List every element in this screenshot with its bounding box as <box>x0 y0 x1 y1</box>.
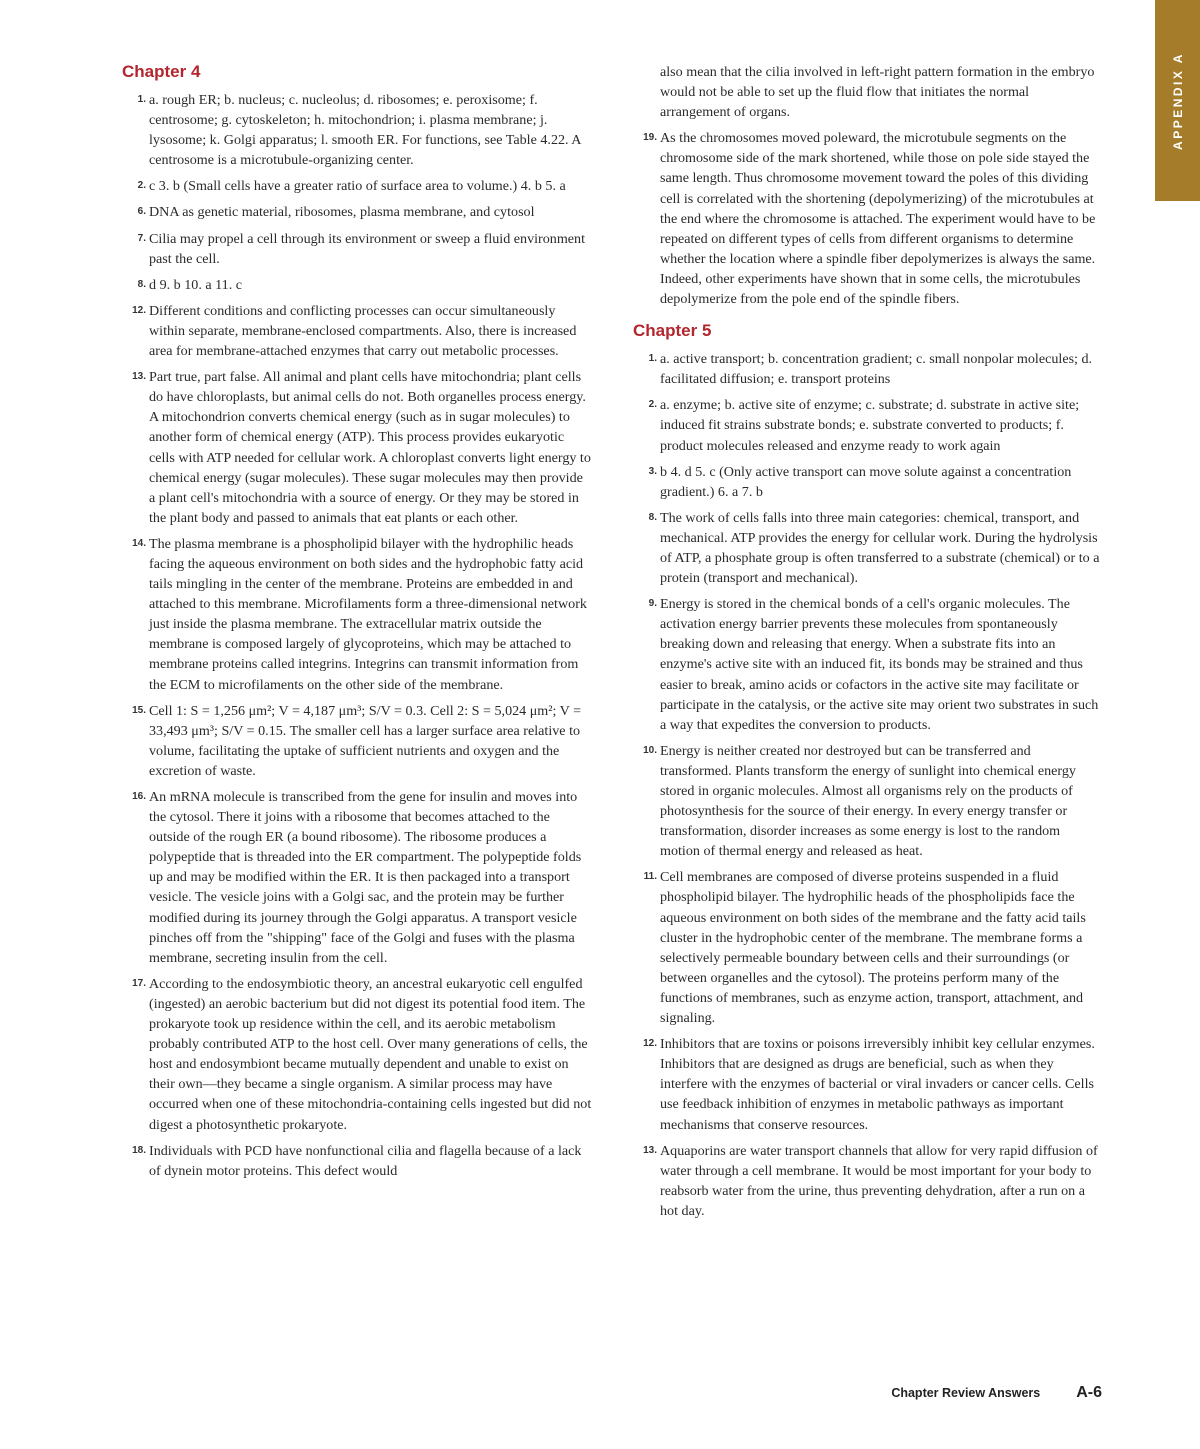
answer-text: Energy is neither created nor destroyed but can be transferred and transformed. Plants transform the energy of sunlight into chemical energy stored in organic molecules. Almost all organisms rely on the products of photosynthesis for the source of their energy. In every energy transfer or transformation, disorder increases as some energy is lost to the random motion of thermal energy and released as heat. <box>660 742 1076 860</box>
page-footer <box>891 1384 1102 1402</box>
answer-number: 13. <box>132 371 146 383</box>
answer-text: Cilia may propel a cell through its environment or sweep a fluid environment past the cell. <box>149 230 586 267</box>
answer-item <box>122 974 592 1135</box>
answer-number: 12. <box>132 304 146 316</box>
appendix-side-tab <box>1155 0 1200 201</box>
answer-number: 8. <box>137 278 146 290</box>
answer-text: The plasma membrane is a phospholipid bilayer with the hydrophilic heads facing the aqueous environment on both sides and the hydrophobic fatty acid tails mingling in the center of the membrane. Proteins are embedded in and attached to this membrane. Microfilaments form a three-dimensional network just inside the plasma membrane. The extracellular matrix outside the membrane is composed largely of glycoproteins, which may be attached to membrane proteins called integrins. Integrins can transmit information from the ECM to microfilaments on the other side of the membrane. <box>149 535 587 693</box>
answer-number: 15. <box>132 704 146 716</box>
answer-text: The work of cells falls into three main categories: chemical, transport, and mechanical. ATP provides the energy for cellular work. During the hydrolysis of ATP, a phosphate group is often transferred to a substrate (chemical) or to a protein (transport and mechanical). <box>660 509 1100 587</box>
footer-label: Chapter Review Answers <box>891 1386 1041 1400</box>
chapter-4-heading: Chapter 4 <box>122 62 201 81</box>
answer-text: a. active transport; b. concentration gradient; c. small nonpolar molecules; d. facilitated diffusion; e. transport proteins <box>660 351 1093 388</box>
answer-number: 8. <box>648 511 657 523</box>
answer-item <box>633 867 1103 1028</box>
answer-number: 12. <box>643 1038 657 1050</box>
answer-number: 3. <box>648 465 657 477</box>
answer-number: 18. <box>132 1144 146 1156</box>
appendix-tab-label: APPENDIX A <box>1170 51 1185 150</box>
answer-number: 2. <box>137 180 146 192</box>
answer-item <box>122 202 592 222</box>
answer-text: Different conditions and conflicting processes can occur simultaneously within separate, membrane-enclosed compartments. Also, there is increased area for membrane-attached enzymes that carry out metabolic processes. <box>149 302 577 360</box>
answer-text: d 9. b 10. a 11. c <box>149 276 243 293</box>
answer-text: Aquaporins are water transport channels that allow for very rapid diffusion of water through a cell membrane. It would be most important for your body to reabsorb water from the urine, thus preventing dehydration, after a run on a hot day. <box>660 1142 1098 1219</box>
answer-item <box>122 787 592 968</box>
answer-number: 9. <box>648 598 657 610</box>
answer-item <box>633 395 1103 455</box>
answer-item <box>633 1141 1103 1221</box>
answer-item <box>122 701 592 781</box>
answer-number: 13. <box>643 1144 657 1156</box>
answer-text: Cell 1: S = 1,256 μm²; V = 4,187 μm³; S/V = 0.3. Cell 2: S = 5,024 μm²; V = 33,493 μm³; S/V = 0.15. The smaller cell has a larger surface area relative to volume, facilitating the uptake of sufficient nutrients and oxygen and the excretion of waste. <box>149 702 582 779</box>
answer-item <box>122 275 592 295</box>
answer-text: An mRNA molecule is transcribed from the gene for insulin and moves into the cytosol. There it joins with a ribosome that becomes attached to the outside of the rough ER (a bound ribosome). The ribosome produces a polypeptide that is threaded into the ER compartment. The polypeptide folds up and may be modified within the ER. It is then packaged into a transport vesicle. The vesicle joins with a Golgi sac, and the protein may be further modified during its journey through the Golgi apparatus. A transport vesicle pinches off from the "shipping" face of the Golgi and fuses with the plasma membrane, secreting insulin from the cell. <box>149 789 582 966</box>
answer-number: 16. <box>132 791 146 802</box>
answer-number: 10. <box>643 744 657 756</box>
answer-item <box>633 128 1103 309</box>
answer-item <box>122 367 592 528</box>
answer-text: Energy is stored in the chemical bonds of a cell's organic molecules. The activation energy barrier prevents these molecules from spontaneously breaking down and releasing that energy. When a substrate fits into an enzyme's active site with an induced fit, its bonds may be strained and thus easier to break, amino acids or cofactors in the active site may facilitate or participate in the catalysis, or the active site may orient two substrates in such a way that expedites the conversion to products. <box>660 596 1099 733</box>
answer-item <box>633 1034 1103 1134</box>
answer-number: 1. <box>137 94 146 105</box>
answer-text: b 4. d 5. c (Only active transport can move solute against a concentration gradient.) 6. a 7. b <box>660 463 1072 500</box>
continuation-text: also mean that the cilia involved in left-right pattern formation in the embryo would not be able to set up the fluid flow that initiates the normal arrangement of organs. <box>660 64 1095 121</box>
answer-text: c 3. b (Small cells have a greater ratio of surface area to volume.) 4. b 5. a <box>149 178 566 195</box>
answer-number: 7. <box>137 232 146 244</box>
answer-number: 11. <box>643 871 657 883</box>
answer-number: 1. <box>648 353 657 365</box>
right-column <box>633 62 1103 1227</box>
chapter-4-answers-continued <box>633 128 1103 309</box>
left-column <box>122 62 592 1187</box>
answer-item <box>122 1141 592 1181</box>
answer-item <box>122 229 592 269</box>
answer-number: 17. <box>132 977 146 989</box>
answer-text: According to the endosymbiotic theory, an ancestral eukaryotic cell engulfed (ingested) an aerobic bacterium but did not digest its potential food item. The prokaryote took up residence within the cell, and its aerobic metabolism probably contributed ATP to the host cell. Over many generations of cells, the host and endosymbiont became mutually dependent and unable to exist on their own—they became a single organism. A similar process may have occurred when one of these mitochondria-containing cells ingested but did not digest a photosynthetic prokaryote. <box>149 975 592 1133</box>
answer-item <box>122 534 592 695</box>
answer-text: Cell membranes are composed of diverse proteins suspended in a fluid phospholipid bilayer. The hydrophilic heads of the phospholipids face the aqueous environment on both sides of the membrane and the fatty acid tails cluster in the hydrophobic center of the membrane. The membrane forms a selectively permeable boundary between cells and their surroundings (or between organelles and the cytosol). The proteins perform many of the functions of membranes, such as enzyme action, transport, attachment, and signaling. <box>660 869 1086 1027</box>
answer-number: 6. <box>137 206 146 218</box>
answer-number: 2. <box>648 399 657 411</box>
page-number: A-6 <box>1076 1384 1102 1401</box>
answer-item <box>633 462 1103 502</box>
answer-text: a. enzyme; b. active site of enzyme; c. substrate; d. substrate in active site; induced fit strains substrate bonds; e. substrate converted to products; f. product molecules released and enzyme ready to work again <box>660 397 1080 454</box>
answer-number: 19. <box>643 132 657 144</box>
answer-text: a. rough ER; b. nucleus; c. nucleolus; d. ribosomes; e. peroxisome; f. centrosome; g. cytoskeleton; h. mitochondrion; i. plasma membrane; j. lysosome; k. Golgi apparatus; l. smooth ER. For functions, see Table 4.22. A centrosome is a microtubule-organizing center. <box>149 92 581 169</box>
answer-text: Part true, part false. All animal and plant cells have mitochondria; plant cells do have chloroplasts, but animal cells do not. Both organelles process energy. A mitochondrion converts chemical energy (such as in sugar molecules) to another form of chemical energy (ATP). This process provides eukaryotic cells with ATP needed for cellular work. A chloroplast converts light energy to chemical energy (sugar molecules). These sugar molecules may then provide a plant cell's mitochondria with a source of energy. Or they may be stored in the plant body and passed to animals that eat plants or each other. <box>149 369 591 526</box>
answer-item <box>633 594 1103 735</box>
answer-number: 14. <box>132 537 146 549</box>
answer-item <box>122 176 592 196</box>
answer-item <box>633 508 1103 588</box>
answer-item <box>633 741 1103 862</box>
answer-item <box>122 301 592 361</box>
chapter-5-heading: Chapter 5 <box>633 321 712 341</box>
chapter-4-answers <box>122 90 592 1181</box>
answer-text: DNA as genetic material, ribosomes, plasma membrane, and cytosol <box>149 204 535 221</box>
answer-item <box>122 90 592 170</box>
answer-text: Individuals with PCD have nonfunctional cilia and flagella because of a lack of dynein motor proteins. This defect would <box>149 1142 582 1179</box>
answer-text: Inhibitors that are toxins or poisons irreversibly inhibit key cellular enzymes. Inhibitors that are designed as drugs are beneficial, such as when they interfere with the enzymes of bacterial or viral invaders or cancer cells. Cells use feedback inhibition of enzymes in metabolic pathways as important mechanisms that conserve resources. <box>660 1036 1095 1133</box>
answer-text: As the chromosomes moved poleward, the microtubule segments on the chromosome side of the mark shortened, while those on pole side stayed the same length. Thus chromosome movement toward the poles of this dividing cell is correlated with the shortening (depolymerizing) of the microtubules at the end where the chromosome is attached. The experiment would have to be repeated on different types of cells from different organisms to determine whether the location where a spindle fiber depolymerizes is always the same. Indeed, other experiments have shown that in some cells, the microtubules depolymerize from the pole end of the spindle fibers. <box>660 130 1096 308</box>
answer-item <box>633 349 1103 389</box>
chapter-5-answers <box>633 349 1103 1221</box>
